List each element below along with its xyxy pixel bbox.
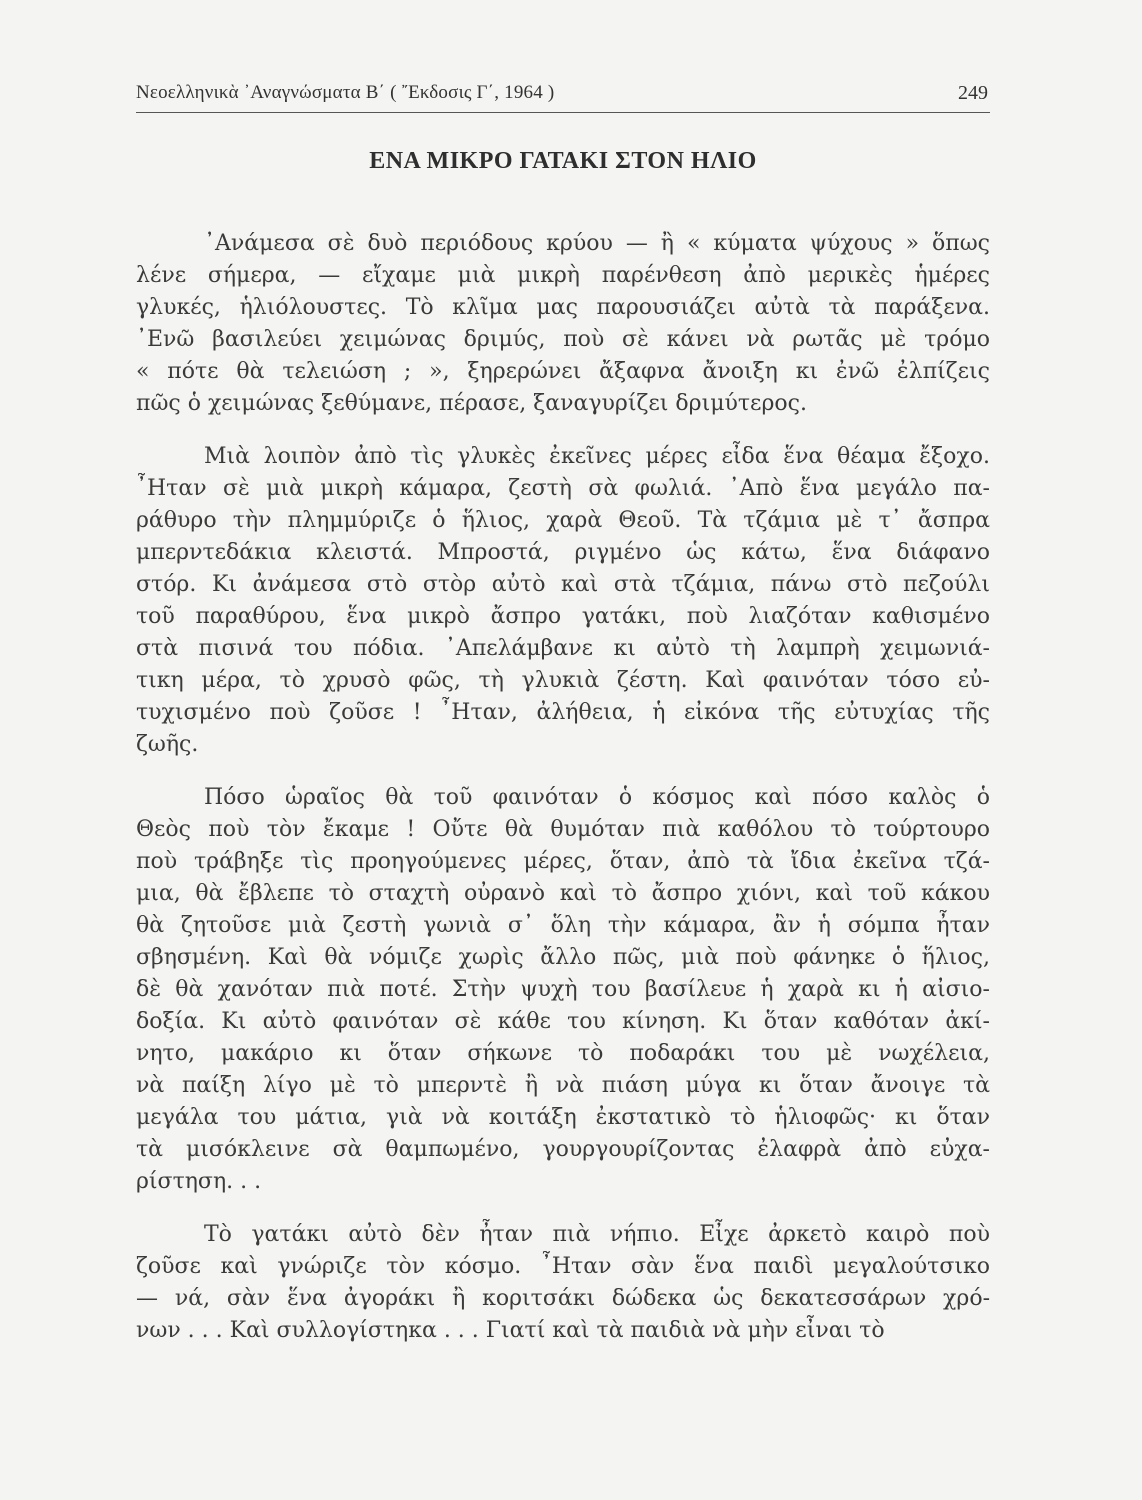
text-line: νητο, μακάριο κι ὅταν σήκωνε τὸ ποδαράκι του μὲ νωχέλεια, [136, 1041, 990, 1066]
text-line: — νά, σὰν ἕνα ἀγοράκι ἢ κοριτσάκι δώδεκα ὡς δεκατεσσάρων χρό- [136, 1286, 990, 1311]
text-line: τυχισμένο ποὺ ζοῦσε ! ῏Ηταν, ἀλήθεια, ἡ εἰκόνα τῆς εὐτυχίας τῆς [136, 700, 990, 725]
text-line: ῏Ηταν σὲ μιὰ μικρὴ κάμαρα, ζεστὴ σὰ φωλιά. ᾿Απὸ ἕνα μεγάλο πα- [136, 476, 990, 501]
text-line: ζοῦσε καὶ γνώριζε τὸν κόσμο. ῏Ηταν σὰν ἕνα παιδὶ μεγαλούτσικο [136, 1254, 990, 1279]
text-line: ποὺ τράβηξε τὶς προηγούμενες μέρες, ὅταν, ἀπὸ τὰ ἴδια ἐκεῖνα τζά- [136, 849, 990, 874]
text-line: Θεὸς ποὺ τὸν ἔκαμε ! Οὔτε θὰ θυμόταν πιὰ καθόλου τὸ τούρτουρο [136, 817, 990, 842]
running-header [136, 82, 990, 113]
text-line: τοῦ παραθύρου, ἕνα μικρὸ ἄσπρο γατάκι, ποὺ λιαζόταν καθισμένο [136, 604, 990, 629]
paragraph [136, 782, 990, 1198]
text-line: θὰ ζητοῦσε μιὰ ζεστὴ γωνιὰ σ᾿ ὅλη τὴν κάμαρα, ἂν ἡ σόμπα ἦταν [136, 913, 990, 938]
text-line: Τὸ γατάκι αὐτὸ δὲν ἦταν πιὰ νήπιο. Εἶχε ἀρκετὸ καιρὸ ποὺ [204, 1222, 990, 1247]
text-line: μπερντεδάκια κλειστά. Μπροστά, ριγμένο ὡς κάτω, ἕνα διάφανο [136, 540, 990, 565]
running-title: Νεοελληνικὰ ᾿Αναγνώσματα Β΄ ( ῎Εκδοσις Γ΄, 1964 ) [136, 82, 555, 103]
paragraph [136, 441, 990, 761]
text-line: μια, θὰ ἔβλεπε τὸ σταχτὴ οὐρανὸ καὶ τὸ ἄσπρο χιόνι, καὶ τοῦ κάκου [136, 881, 990, 906]
story-title: ΕΝΑ ΜΙΚΡΟ ΓΑΤΑΚΙ ΣΤΟΝ ΗΛΙΟ [369, 148, 757, 174]
text-line: στόρ. Κι ἀνάμεσα στὸ στὸρ αὐτὸ καὶ στὰ τζάμια, πάνω στὸ πεζούλι [136, 572, 990, 597]
text-line: ᾿Ανάμεσα σὲ δυὸ περιόδους κρύου — ἢ « κύματα ψύχους » ὅπως [204, 231, 990, 256]
text-line: γλυκές, ἡλιόλουστες. Τὸ κλῖμα μας παρουσιάζει αὐτὰ τὰ παράξενα. [136, 295, 990, 320]
text-line: νὰ παίξη λίγο μὲ τὸ μπερντὲ ἢ νὰ πιάση μύγα κι ὅταν ἄνοιγε τὰ [136, 1073, 990, 1098]
paragraph [136, 228, 990, 420]
text-line: πῶς ὁ χειμώνας ξεθύμανε, πέρασε, ξαναγυρίζει δριμύτερος. [136, 391, 807, 416]
text-line: τὰ μισόκλεινε σὰ θαμπωμένο, γουργουρίζοντας ἐλαφρὰ ἀπὸ εὐχα- [136, 1137, 990, 1162]
text-line: νων . . . Καὶ συλλογίστηκα . . . Γιατί καὶ τὰ παιδιὰ νὰ μὴν εἶναι τὸ [136, 1318, 885, 1343]
text-line: ρίστηση. . . [136, 1169, 262, 1194]
text-line: ᾿Ενῶ βασιλεύει χειμώνας δριμύς, ποὺ σὲ κάνει νὰ ρωτᾶς μὲ τρόμο [136, 327, 990, 352]
text-line: Μιὰ λοιπὸν ἀπὸ τὶς γλυκὲς ἐκεῖνες μέρες εἶδα ἕνα θέαμα ἔξοχο. [204, 444, 990, 469]
paragraph [136, 1219, 990, 1347]
text-line: ράθυρο τὴν πλημμύριζε ὁ ἥλιος, χαρὰ Θεοῦ. Τὰ τζάμια μὲ τ᾿ ἄσπρα [136, 508, 990, 533]
text-line: λένε σήμερα, — εἴχαμε μιὰ μικρὴ παρένθεση ἀπὸ μερικὲς ἡμέρες [136, 263, 990, 288]
text-line: δὲ θὰ χανόταν πιὰ ποτέ. Στὴν ψυχὴ του βασίλευε ἡ χαρὰ κι ἡ αἰσιο- [136, 977, 990, 1002]
story-body [136, 228, 990, 1347]
text-line: μεγάλα του μάτια, γιὰ νὰ κοιτάξη ἐκστατικὸ τὸ ἡλιοφῶς· κι ὅταν [136, 1105, 990, 1130]
text-line: σβησμένη. Καὶ θὰ νόμιζε χωρὶς ἄλλο πῶς, μιὰ ποὺ φάνηκε ὁ ἥλιος, [136, 945, 990, 970]
text-line: « πότε θὰ τελειώση ; », ξηρερώνει ἄξαφνα ἄνοιξη κι ἐνῶ ἐλπίζεις [136, 359, 990, 384]
text-line: Πόσο ὡραῖος θὰ τοῦ φαινόταν ὁ κόσμος καὶ πόσο καλὸς ὁ [204, 785, 990, 810]
text-line: ζωῆς. [136, 732, 199, 757]
text-line: τικη μέρα, τὸ χρυσὸ φῶς, τὴ γλυκιὰ ζέστη. Καὶ φαινόταν τόσο εὐ- [136, 668, 990, 693]
text-line: στὰ πισινά του πόδια. ᾿Απελάμβανε κι αὐτὸ τὴ λαμπρὴ χειμωνιά- [136, 636, 990, 661]
page-number: 249 [958, 82, 988, 104]
text-line: δοξία. Κι αὐτὸ φαινόταν σὲ κάθε του κίνηση. Κι ὅταν καθόταν ἀκί- [136, 1009, 990, 1034]
